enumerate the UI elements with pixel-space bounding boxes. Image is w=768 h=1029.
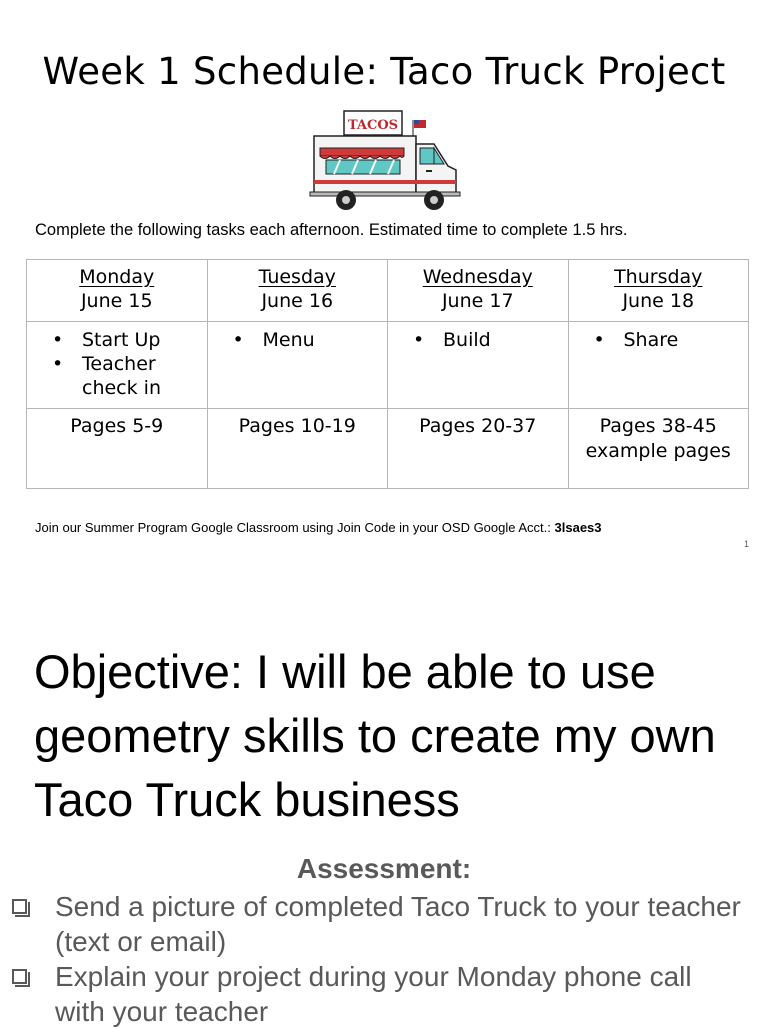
pages-cell-wednesday <box>388 409 569 489</box>
page-title: Week 1 Schedule: Taco Truck Project <box>42 50 726 93</box>
pages-cell-tuesday <box>207 409 388 489</box>
assessment-item-text: Send a picture of completed Taco Truck to your teacher (text or email) <box>55 891 741 957</box>
day-name: Monday <box>79 266 155 288</box>
assessment-list <box>0 889 768 1029</box>
pages-cell-thursday <box>568 409 749 489</box>
pages-note: example pages <box>585 440 731 462</box>
assessment-title: Assessment: <box>296 853 472 884</box>
header-cell-monday <box>27 260 208 322</box>
day-date: June 17 <box>441 290 514 312</box>
schedule-pages-row <box>27 409 749 489</box>
pages-range: Pages 5-9 <box>70 415 164 437</box>
pages-range: Pages 38-45 <box>599 415 717 437</box>
schedule-tasks-row <box>27 322 749 409</box>
task-item: • Share <box>569 328 749 352</box>
day-date: June 15 <box>80 290 153 312</box>
assessment-item <box>0 959 768 1029</box>
pages-range: Pages 10-19 <box>238 415 356 437</box>
day-name: Tuesday <box>258 266 336 288</box>
header-cell-tuesday <box>207 260 388 322</box>
task-item: • Teacher check in <box>27 352 207 400</box>
task-item: • Start Up <box>27 328 207 352</box>
task-list <box>27 328 207 400</box>
day-date: June 16 <box>261 290 334 312</box>
schedule-table <box>26 259 749 489</box>
task-item: • Build <box>388 328 568 352</box>
day-name: Wednesday <box>422 266 533 288</box>
checkbox-icon <box>12 969 27 984</box>
tasks-cell-wednesday <box>388 322 569 409</box>
day-name: Thursday <box>614 266 703 288</box>
truck-sign: TACOS <box>347 118 399 133</box>
join-text: Join our Summer Program Google Classroom using Join Code in your OSD Google Acct.: <box>35 520 555 535</box>
objective-statement: Objective: I will be able to use geometry skills to create my own Taco Truck business <box>34 645 716 826</box>
page-number: 1 <box>744 539 750 549</box>
header-cell-thursday <box>568 260 749 322</box>
pages-cell-monday <box>27 409 208 489</box>
task-list <box>208 328 388 352</box>
assessment-item-text: Explain your project during your Monday phone call with your teacher <box>55 961 692 1027</box>
header-cell-wednesday <box>388 260 569 322</box>
tasks-cell-thursday <box>568 322 749 409</box>
day-date: June 18 <box>622 290 695 312</box>
taco-truck-illustration <box>306 108 462 216</box>
schedule-header-row <box>27 260 749 322</box>
task-item: • Menu <box>208 328 388 352</box>
instructions-text: Complete the following tasks each afternoon. Estimated time to complete 1.5 hrs. <box>35 221 628 239</box>
tasks-cell-monday <box>27 322 208 409</box>
task-list <box>569 328 749 352</box>
checkbox-icon <box>12 899 27 914</box>
pages-range: Pages 20-37 <box>419 415 537 437</box>
task-list <box>388 328 568 352</box>
assessment-item <box>0 889 768 959</box>
join-instructions <box>35 520 602 535</box>
join-code: 3lsaes3 <box>554 520 602 535</box>
tasks-cell-tuesday <box>207 322 388 409</box>
